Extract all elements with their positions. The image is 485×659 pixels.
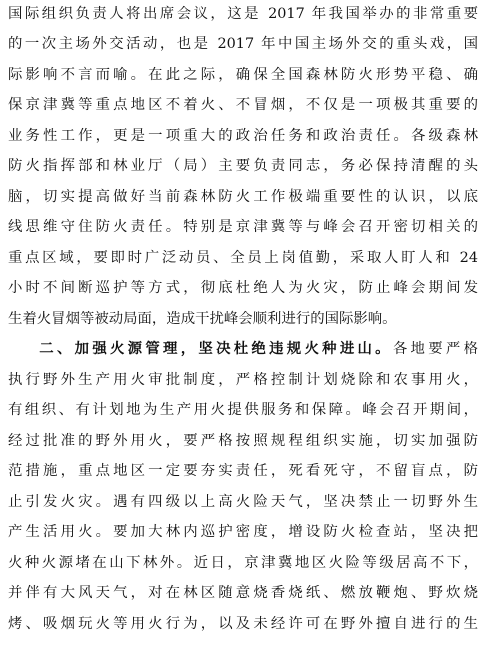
text-line: 保京津冀等重点地区不着火、不冒烟，不仅是一项极其重要的 [8,97,478,113]
text-line: 线思维守住防火责任。特别是京津冀等与峰会召开密切相关的 [8,219,478,235]
text-line: 防火指挥部和林业厅（局）主要负责同志，务必保持清醒的头 [8,158,478,174]
text-line: 小时不间断巡护等方式，彻底杜绝人为火灾，防止峰会期间发 [8,280,478,296]
text-line: 火种火源堵在山下林外。近日，京津冀地区火险等级居高不下， [8,555,478,571]
text-line: 执行野外生产用火审批制度，严格控制计划烧除和农事用火， [8,372,478,388]
text-line: 生着火冒烟等被动局面，造成干扰峰会顺利进行的国际影响。 [8,311,397,327]
text-line: 有组织、有计划地为生产用火提供服务和保障。峰会召开期间， [8,402,478,418]
text-line: 并伴有大风天气，对在林区随意烧香烧纸、燃放鞭炮、野炊烧 [8,585,478,601]
section-heading: 二、加强火源管理，坚决杜绝违规火种进山。 [36,341,393,357]
text-line: 范措施，重点地区一定要夯实责任，死看死守，不留盲点，防 [8,463,478,479]
text-line: 产生活用火。要加大林内巡护密度，增设防火检查站，坚决把 [8,524,478,540]
text-line: 国际组织负责人将出席会议，这是 2017 年我国举办的非常重要 [8,6,478,22]
text-line: 际影响不言而喻。在此之际，确保全国森林防火形势平稳、确 [8,67,478,83]
text-line: 烤、吸烟玩火等用火行为，以及未经许可在野外擅自进行的生 [8,616,478,632]
section-heading-line [8,337,478,361]
text-line: 重点区域，要即时广泛动员、全员上岗值勤，采取人盯人和 24 [8,250,478,266]
text-line: 经过批准的野外用火，要严格按照规程组织实施，切实加强防 [8,433,478,449]
text-line: 业务性工作，更是一项重大的政治任务和政治责任。各级森林 [8,128,478,144]
text-line: 的一次主场外交活动，也是 2017 年中国主场外交的重头戏，国 [8,36,478,52]
text-line: 各地要严格 [392,341,478,357]
text-line: 止引发火灾。遇有四级以上高火险天气，坚决禁止一切野外生 [8,494,478,510]
text-line: 脑，切实提高做好当前森林防火工作极端重要性的认识，以底 [8,189,478,205]
